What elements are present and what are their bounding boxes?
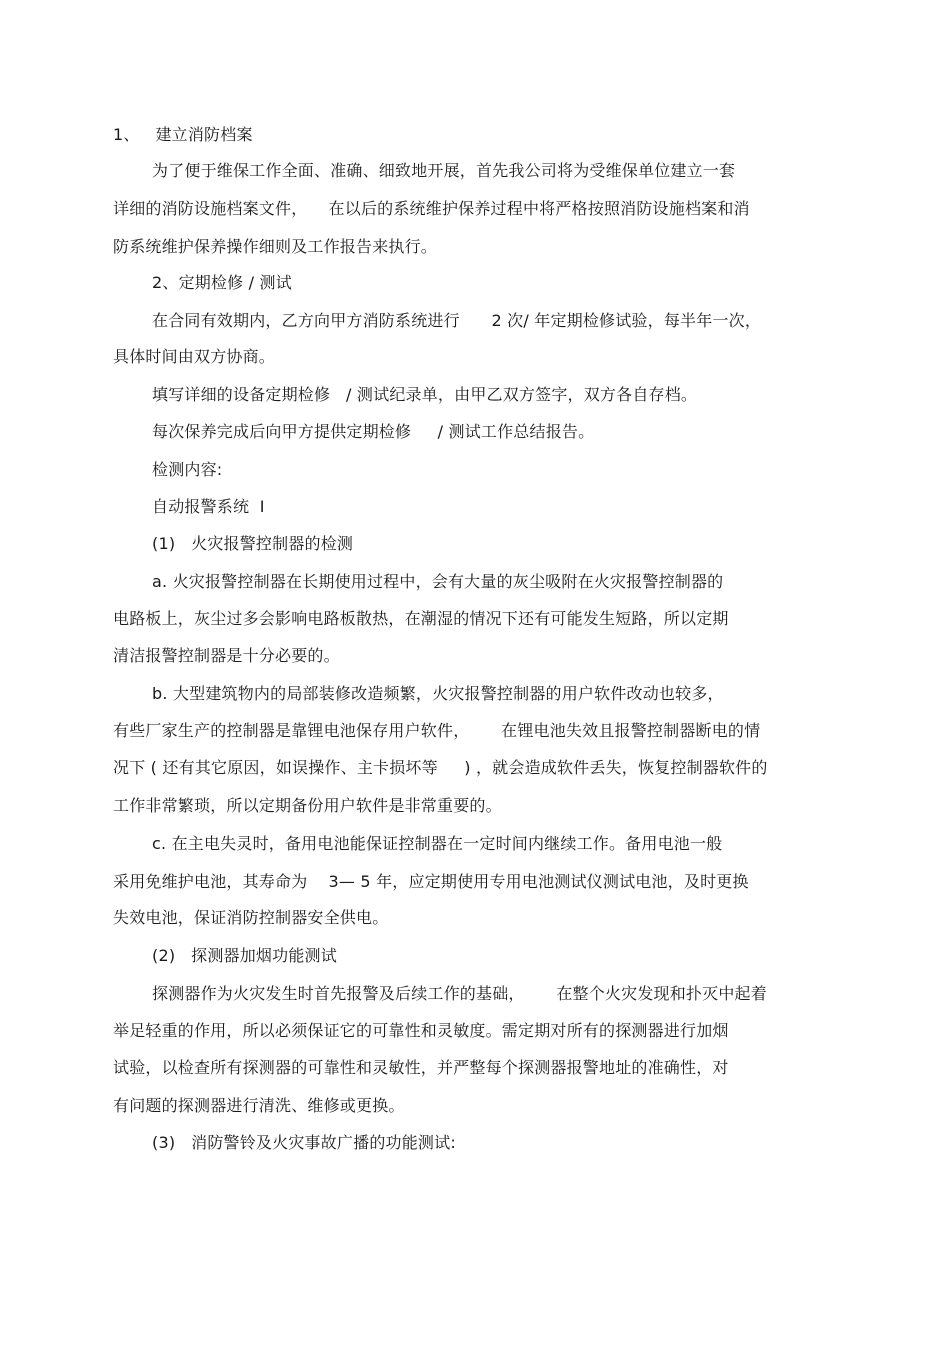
paragraph-line: 试验，以检查所有探测器的可靠性和灵敏性，并严整每个探测器报警地址的准确性，对 [113,1058,729,1077]
subheading-1: (1) 火灾报警控制器的检测 [152,534,354,553]
paragraph-line: 况下 ( 还有其它原因，如误操作、主卡损坏等 ) ，就会造成软件丢失，恢复控制器软件的 [113,758,768,777]
heading-1: 1、 建立消防档案 [113,125,253,144]
paragraph-line: 防系统维护保养操作细则及工作报告来执行。 [113,237,438,256]
paragraph-line: a. 火灾报警控制器在长期使用过程中，会有大量的灰尘吸附在火灾报警控制器的 [152,572,724,591]
section-label: 自动报警系统 I [152,497,265,516]
section-label: 检测内容: [152,460,223,479]
paragraph-line: 探测器作为火灾发生时首先报警及后续工作的基础， 在整个火灾发现和扑灭中起着 [152,984,767,1003]
paragraph-line: c. 在主电失灵时，备用电池能保证控制器在一定时间内继续工作。备用电池一般 [152,834,723,853]
paragraph-line: 电路板上，灰尘过多会影响电路板散热，在潮湿的情况下还有可能发生短路，所以定期 [113,609,729,628]
paragraph-line: 工作非常繁琐，所以定期备份用户软件是非常重要的。 [113,796,502,815]
paragraph-line: 清洁报警控制器是十分必要的。 [113,646,340,665]
paragraph-line: 有些厂家生产的控制器是靠锂电池保存用户软件， 在锂电池失效且报警控制器断电的情 [113,721,761,740]
paragraph-line: 在合同有效期内，乙方向甲方消防系统进行 2 次/ 年定期检修试验，每半年一次， [152,311,762,330]
subheading-2: (2) 探测器加烟功能测试 [152,946,337,965]
paragraph-line: 采用免维护电池，其寿命为 3— 5 年，应定期使用专用电池测试仪测试电池，及时更换 [113,872,749,891]
paragraph-line: 详细的消防设施档案文件， 在以后的系统维护保养过程中将严格按照消防设施档案和消 [113,199,750,218]
paragraph-line: b. 大型建筑物内的局部装修改造频繁，火灾报警控制器的用户软件改动也较多， [152,684,724,703]
heading-2: 2、定期检修 / 测试 [152,273,292,292]
paragraph-line: 有问题的探测器进行清洗、维修或更换。 [113,1096,405,1115]
paragraph-line: 失效电池，保证消防控制器安全供电。 [113,908,389,927]
paragraph-line: 每次保养完成后向甲方提供定期检修 / 测试工作总结报告。 [152,422,595,441]
paragraph-line: 填写详细的设备定期检修 / 测试纪录单，由甲乙双方签字，双方各自存档。 [152,385,698,404]
paragraph-line: 具体时间由双方协商。 [113,347,276,366]
paragraph-line: 为了便于维保工作全面、准确、细致地开展，首先我公司将为受维保单位建立一套 [152,161,736,180]
paragraph-line: 举足轻重的作用，所以必须保证它的可靠性和灵敏度。需定期对所有的探测器进行加烟 [113,1021,729,1040]
subheading-3: (3) 消防警铃及火灾事故广播的功能测试: [152,1133,456,1152]
